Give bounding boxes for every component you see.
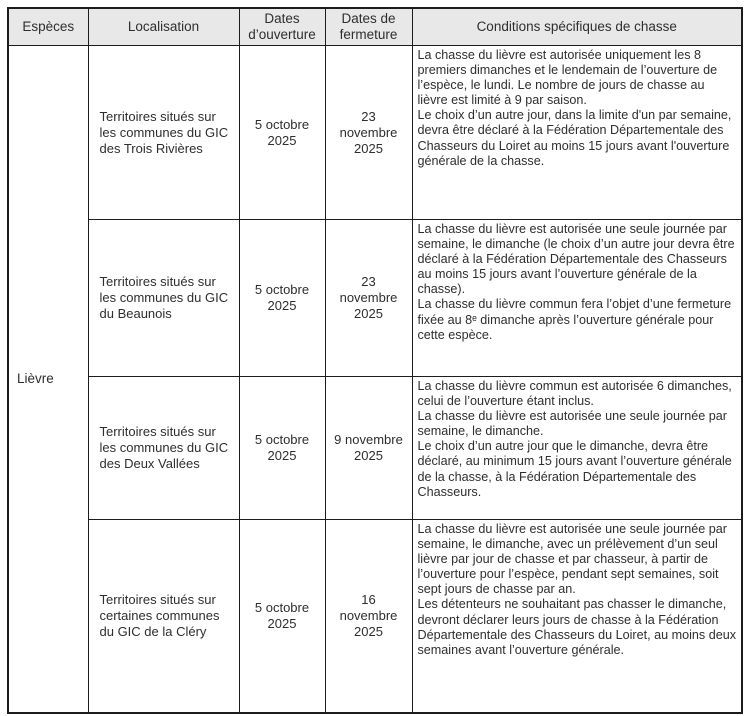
localisation-cell: Territoires situés sur les communes du GIC des Trois Rivières [88, 46, 239, 220]
header-conditions: Conditions spécifiques de chasse [412, 8, 742, 46]
table-row [8, 46, 742, 220]
date-fermeture-cell: 23 novembre 2025 [325, 46, 412, 220]
condition-paragraph: Les détenteurs ne souhaitant pas chasser le dimanche, devront déclarer leurs jours de chasse à la Fédération Départementale des Chasseurs du Loiret, au moins deux semaines avant l’ouverture générale. [417, 597, 737, 657]
header-especes: Espèces [8, 8, 88, 46]
date-ouverture-cell: 5 octobre 2025 [239, 46, 325, 220]
table-row [8, 377, 742, 520]
conditions-cell [412, 220, 742, 377]
condition-paragraph: La chasse du lièvre commun est autorisée 6 dimanches, celui de l’ouverture étant inclus. [417, 379, 732, 409]
condition-paragraph: La chasse du lièvre est autorisée une seule journée par semaine, le dimanche, avec un prélèvement d’un seul lièvre par jour de chasse et par chasseur, à partir de l’ouverture pour l’espèce, pendant sept semaines, soit sept jours de chasse par an. [417, 522, 727, 597]
date-ouverture-cell: 5 octobre 2025 [239, 220, 325, 377]
date-ouverture-cell: 5 octobre 2025 [239, 520, 325, 713]
condition-paragraph: La chasse du lièvre commun fera l’objet d’une fermeture fixée au 8ᵉ dimanche après l’ouverture générale pour cette espèce. [417, 297, 732, 342]
header-localisation: Localisation [88, 8, 239, 46]
species-cell: Lièvre [8, 46, 88, 713]
condition-paragraph: La chasse du lièvre est autorisée une seule journée par semaine, le dimanche. [417, 409, 727, 439]
hunting-conditions-table [7, 7, 743, 714]
localisation-cell: Territoires situés sur les communes du GIC du Beaunois [88, 220, 239, 377]
condition-paragraph: La chasse du lièvre est autorisée uniquement les 8 premiers dimanches et le lendemain de l’ouverture de l’espèce, le lundi. Le nombre de jours de chasse au lièvre est limité à 9 par saison. [417, 48, 718, 108]
localisation-cell: Territoires situés sur certaines communes du GIC de la Cléry [88, 520, 239, 713]
date-fermeture-cell: 23 novembre 2025 [325, 220, 412, 377]
condition-paragraph: La chasse du lièvre est autorisée une seule journée par semaine, le dimanche (le choix d’un autre jour devra être déclaré à la Fédération Départementale des Chasseurs au moins 15 jours avant l’ouverture générale de la chasse). [417, 222, 735, 297]
table-row [8, 520, 742, 713]
condition-paragraph: Le choix d’un autre jour, dans la limite d'un par semaine, devra être déclaré à la Fédération Départementale des Chasseurs du Loiret au moins 15 jours avant l'ouverture générale de la chasse. [417, 108, 732, 168]
conditions-cell [412, 46, 742, 220]
condition-paragraph: Le choix d’un autre jour que le dimanche, devra être déclaré, au minimum 15 jours avant l’ouverture générale de la chasse, à la Fédération Départementale des Chasseurs. [417, 439, 732, 499]
date-fermeture-cell: 16 novembre 2025 [325, 520, 412, 713]
table-body [8, 46, 742, 713]
header-dates-fermeture: Dates de fermeture [325, 8, 412, 46]
date-ouverture-cell: 5 octobre 2025 [239, 377, 325, 520]
header-dates-ouverture: Dates d’ouverture [239, 8, 325, 46]
localisation-cell: Territoires situés sur les communes du GIC des Deux Vallées [88, 377, 239, 520]
header-row [8, 8, 742, 46]
table-row [8, 220, 742, 377]
conditions-cell [412, 377, 742, 520]
conditions-cell [412, 520, 742, 713]
table-header [8, 8, 742, 46]
date-fermeture-cell: 9 novembre 2025 [325, 377, 412, 520]
